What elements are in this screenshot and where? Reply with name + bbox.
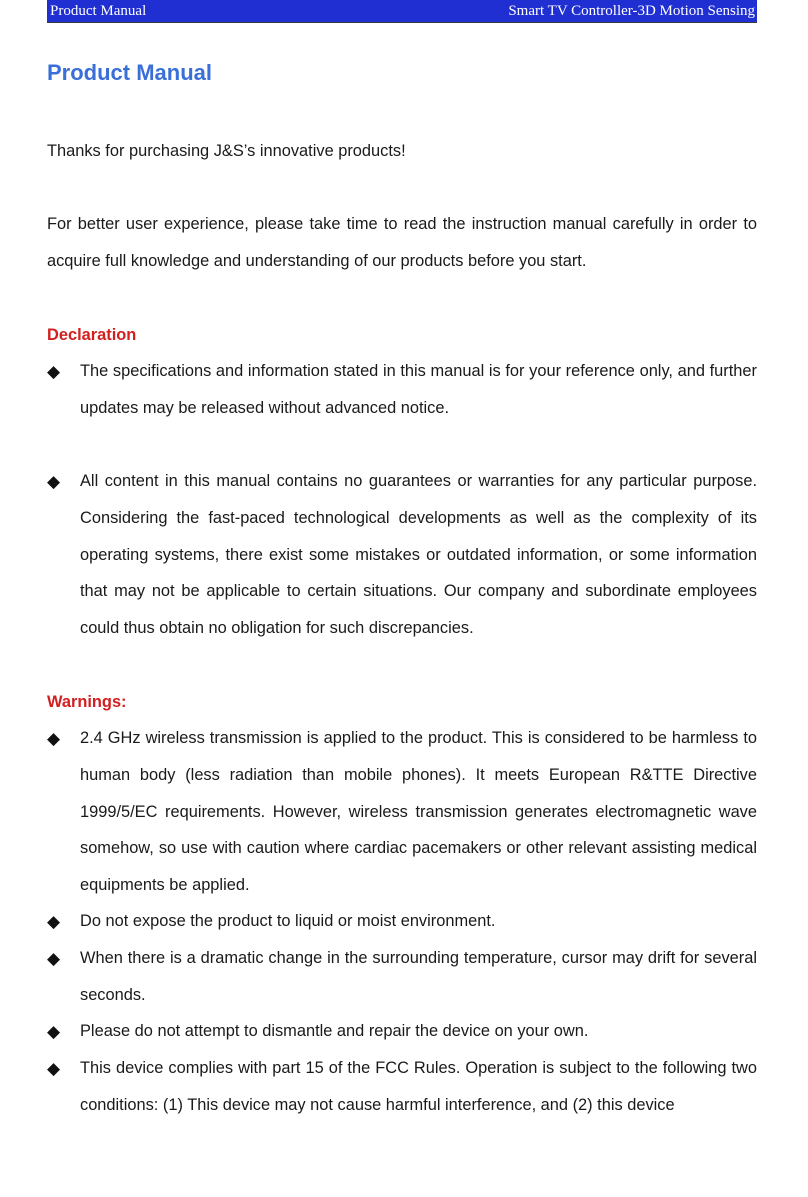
header-divider	[47, 22, 757, 23]
intro-paragraph: For better user experience, please take time to read the instruction manual carefully in order to acquire full knowledge and understanding of our products before you start.	[47, 215, 757, 270]
declaration-item-text: All content in this manual contains no guarantees or warranties for any particular purpose. Considering the fast-paced technological developments as well as the complexity of its operating systems, there exist some mistakes or outdated information, or some information that may not be applicable to certain situations. Our company and subordinate employees could thus obtain no obligation for such discrepancies.	[80, 472, 757, 638]
thanks-paragraph: Thanks for purchasing J&S’s innovative products!	[47, 142, 406, 160]
running-header	[47, 0, 757, 22]
header-left-text: Product Manual	[50, 3, 147, 19]
warning-item-text: Please do not attempt to dismantle and repair the device on your own.	[80, 1022, 589, 1040]
diamond-bullet-icon: ◆	[47, 912, 61, 931]
warning-item-text: This device complies with part 15 of the FCC Rules. Operation is subject to the following two conditions: (1) This device may not cause harmful interference, and (2) this device	[80, 1059, 757, 1114]
declaration-item	[47, 353, 757, 427]
warning-item-text: When there is a dramatic change in the surrounding temperature, cursor may drift for several seconds.	[80, 949, 757, 1004]
warning-item-text: 2.4 GHz wireless transmission is applied to the product. This is considered to be harmless to human body (less radiation than mobile phones). It meets European R&TTE Directive 1999/5/EC requirements. However, wireless transmission generates electromagnetic wave somehow, so use with caution where cardiac pacemakers or other relevant assisting medical equipments be applied.	[80, 729, 757, 895]
declaration-item	[47, 463, 757, 647]
warning-item	[47, 720, 757, 904]
header-right-text: Smart TV Controller-3D Motion Sensing	[508, 3, 755, 19]
warning-item	[47, 1013, 757, 1050]
declaration-item-text: The specifications and information stated in this manual is for your reference only, and further updates may be released without advanced notice.	[80, 362, 757, 417]
declaration-heading: Declaration	[47, 326, 137, 344]
diamond-bullet-icon: ◆	[47, 472, 61, 491]
page-title: Product Manual	[47, 60, 213, 85]
warning-item-text: Do not expose the product to liquid or moist environment.	[80, 912, 496, 930]
warning-item	[47, 940, 757, 1014]
warning-item	[47, 903, 757, 940]
diamond-bullet-icon: ◆	[47, 362, 61, 381]
warning-item	[47, 1050, 757, 1124]
diamond-bullet-icon: ◆	[47, 1022, 61, 1041]
warnings-heading: Warnings:	[47, 693, 127, 711]
diamond-bullet-icon: ◆	[47, 949, 61, 968]
diamond-bullet-icon: ◆	[47, 1059, 61, 1078]
diamond-bullet-icon: ◆	[47, 729, 61, 748]
